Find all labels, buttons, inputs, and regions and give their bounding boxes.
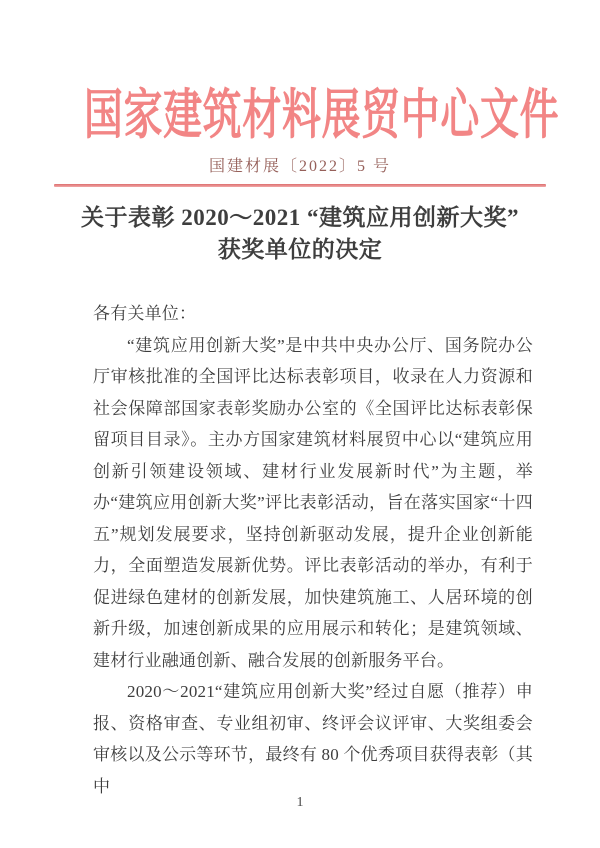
document-number: 国建材展〔2022〕5 号 bbox=[208, 158, 391, 176]
document-title bbox=[0, 202, 600, 266]
page-number: 1 bbox=[296, 795, 304, 810]
body-paragraph-1: “建筑应用创新大奖”是中共中央办公厅、国务院办公厅审核批准的全国评比达标表彰项目，收录在人力资源和社会保障部国家表彰奖励办公室的《全国评比达标表彰保留项目目录》。主办方国家建筑材料展贸中心以“建筑应用创新引领建设领域、建材行业发展新时代”为主题，举办“建筑应用创新大奖”评比表彰活动，旨在落实国家“十四五”规划发展要求，坚持创新驱动发展，提升企业创新能力，全面塑造发展新优势。评比表彰活动的举办，有利于促进绿色建材的创新发展，加快建筑施工、人居环境的创新升级，加速创新成果的应用展示和转化；是建筑领域、建材行业融通创新、融合发展的创新服务平台。 bbox=[93, 335, 533, 670]
salutation: 各有关单位： bbox=[93, 304, 197, 324]
header-divider-rule bbox=[54, 184, 546, 187]
document-body bbox=[93, 298, 533, 802]
agency-banner-title: 国家建筑材料展贸中心文件 bbox=[83, 85, 560, 145]
document-title-line1: 关于表彰 2020～2021 “建筑应用创新大奖” bbox=[81, 205, 519, 231]
document-title-line2: 获奖单位的决定 bbox=[217, 237, 383, 263]
body-paragraph-2: 2020～2021“建筑应用创新大奖”经过自愿（推荐）申报、资格审查、专业组初审、终评会议评审、大奖组委会审核以及公示等环节，最终有 80 个优秀项目获得表彰（其中 bbox=[93, 682, 533, 796]
